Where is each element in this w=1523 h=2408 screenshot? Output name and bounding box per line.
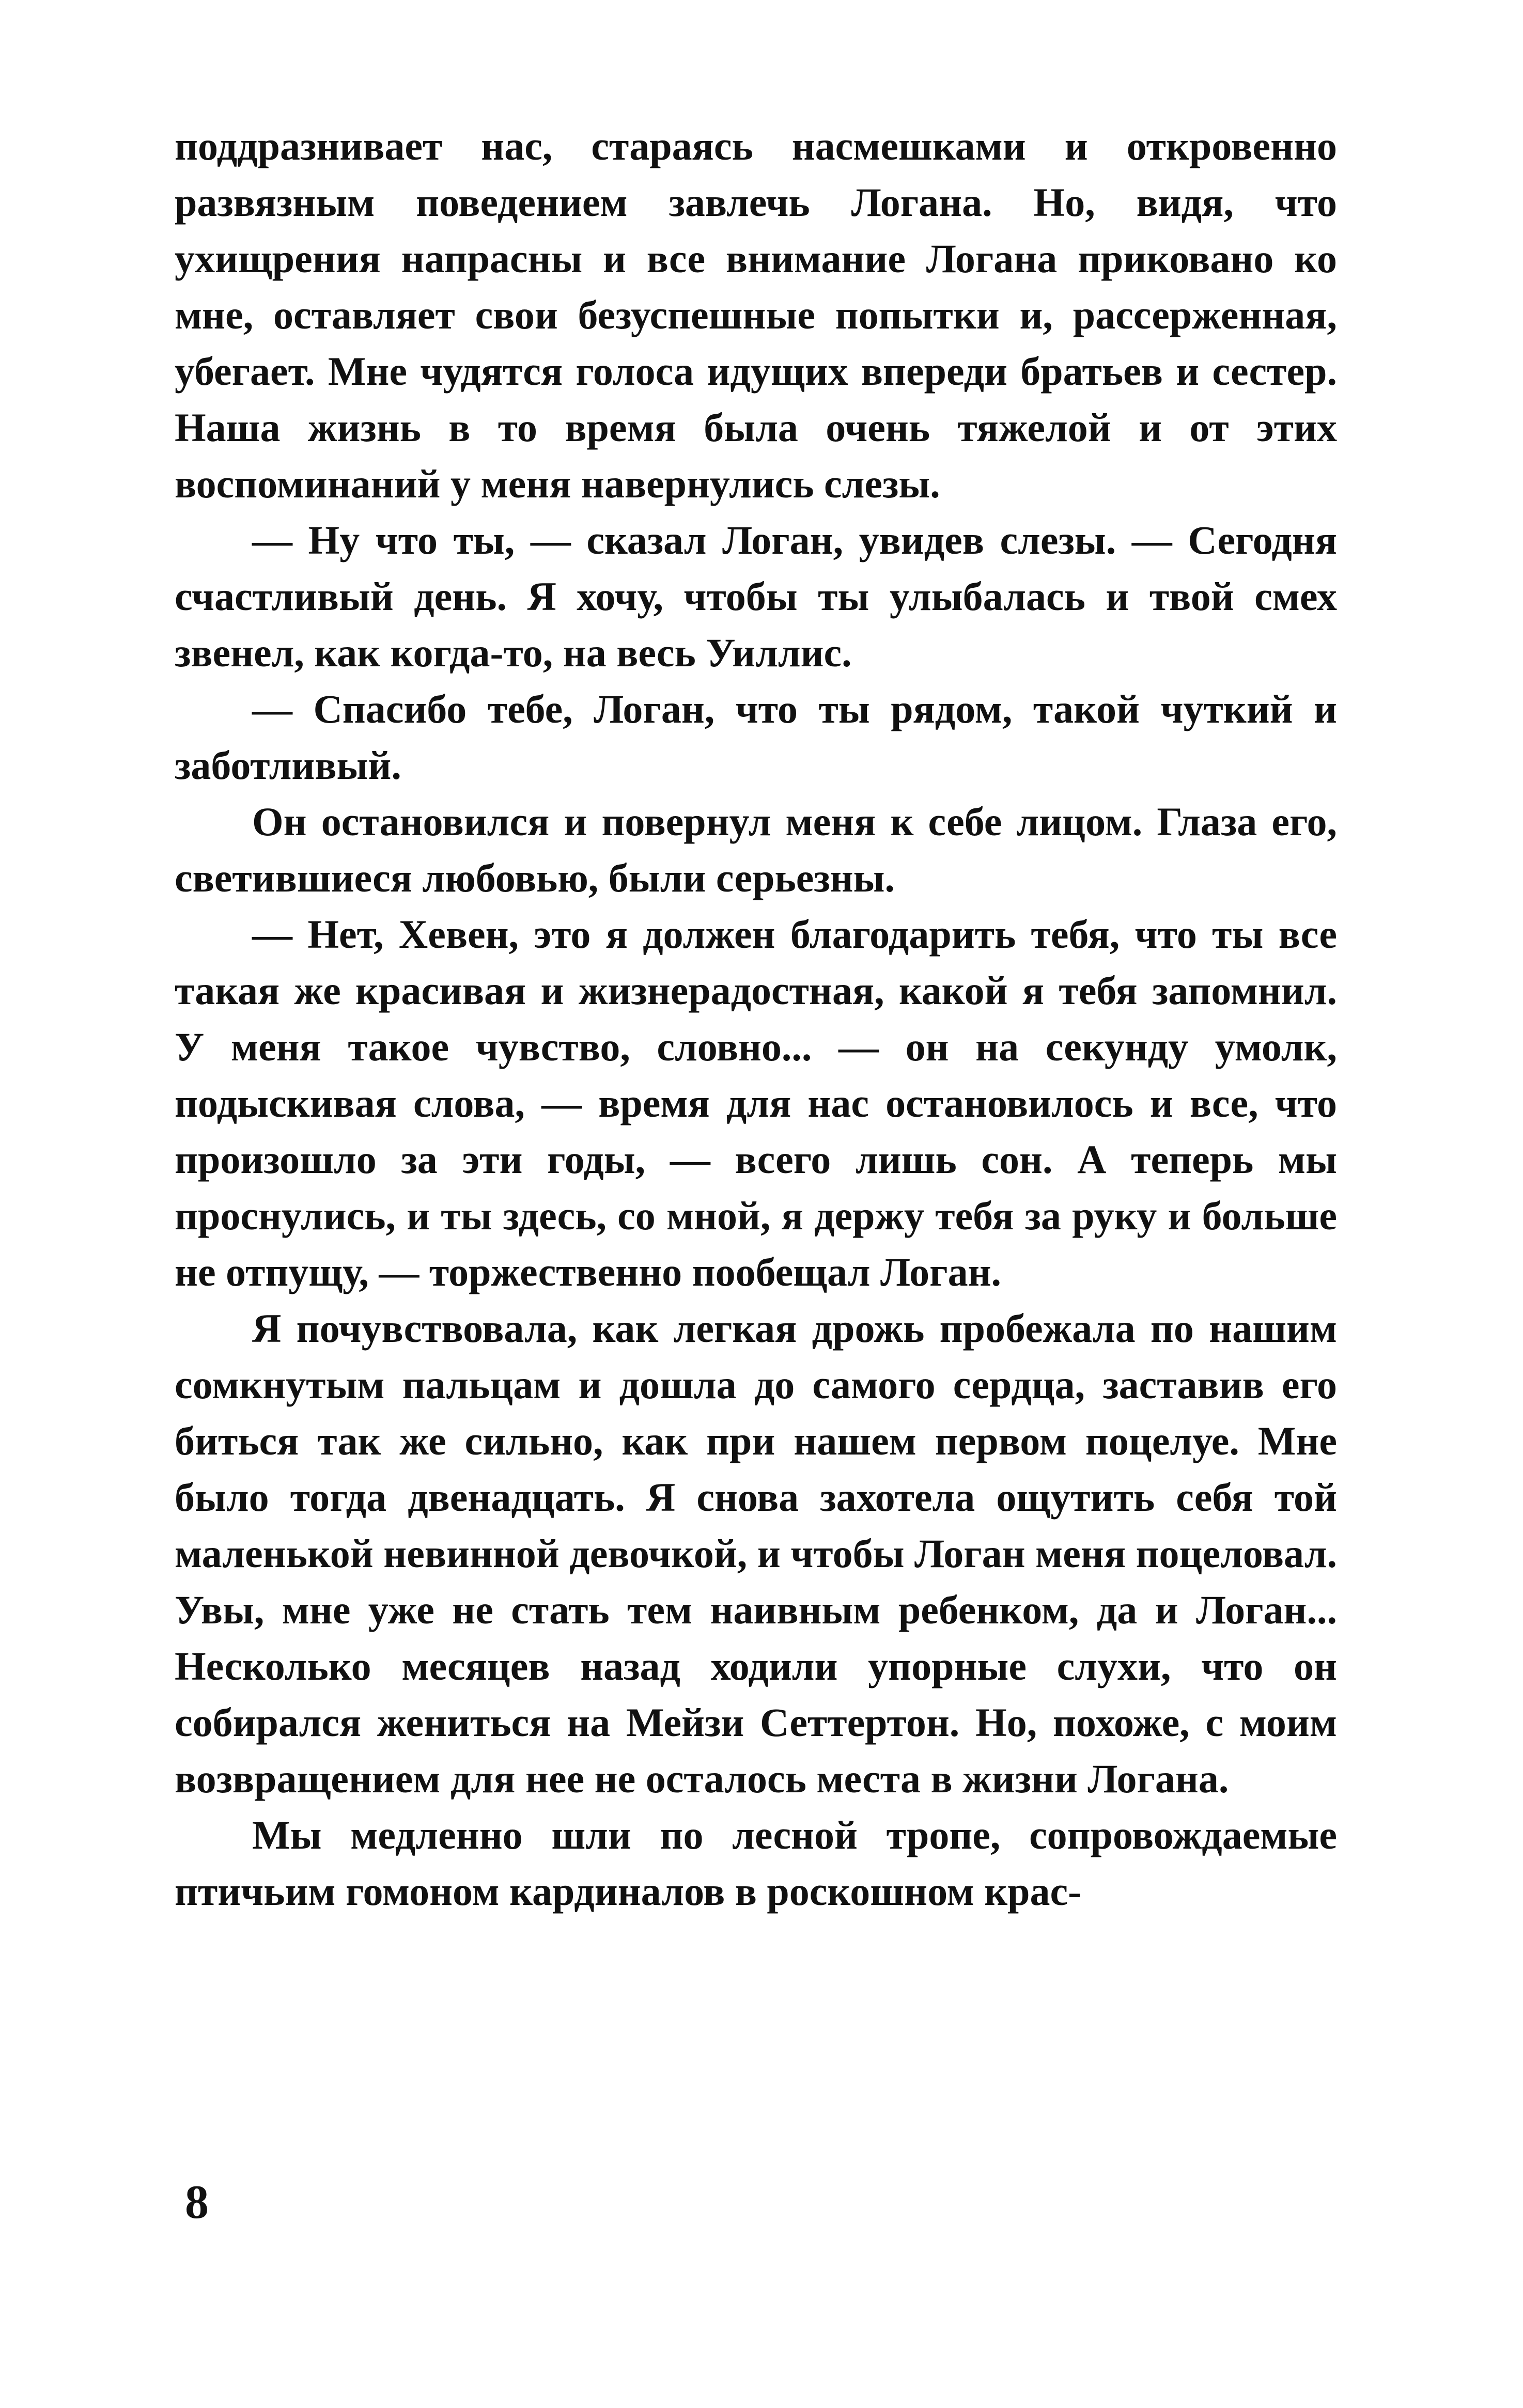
paragraph-continued: поддразнивает нас, стараясь насмешками и откровенно развязным поведением завлечь Логана. Но, видя, что ухищрения напрасны и все внимание Логана приковано ко мне, оставляет свои безуспешные попытки и, рассерженная, убегает. Мне чудятся голоса идущих впереди братьев и сестер. Наша жизнь в то время была очень тяжелой и от этих воспоминаний у меня навернулись слезы.	[175, 123, 1337, 506]
paragraph-dialogue-heaven: — Нет, Хевен, это я должен благодарить тебя, что ты все такая же красивая и жизнерадостная, какой я тебя запомнил. У меня такое чувство, словно... — он на секунду умолк, подыскивая слова, — время для нас остановилось и все, что произошло за эти годы, — всего лишь сон. А теперь мы проснулись, и ты здесь, со мной, я держу тебя за руку и больше не отпущу, — торжественно пообещал Логан.	[175, 912, 1337, 1294]
paragraph-narration: Он остановился и повернул меня к себе лицом. Глаза его, светившиеся любовью, были серьезны.	[175, 799, 1337, 900]
paragraph-forest-path: Мы медленно шли по лесной тропе, сопровождаемые птичьим гомоном кардиналов в роскошном крас-	[175, 1812, 1337, 1914]
paragraph-memory: Я почувствовала, как легкая дрожь пробежала по нашим сомкнутым пальцам и дошла до самого сердца, заставив его биться так же сильно, как при нашем первом поцелуе. Мне было тогда двенадцать. Я снова захотела ощутить себя той маленькой невинной девочкой, и чтобы Логан меня поцеловал. Увы, мне уже не стать тем наивным ребенком, да и Логан... Несколько месяцев назад ходили упорные слухи, что он собирался жениться на Мейзи Сеттертон. Но, похоже, с моим возвращением для нее не осталось места в жизни Логана.	[175, 1306, 1337, 1801]
paragraph-dialogue-thanks: — Спасибо тебе, Логан, что ты рядом, такой чуткий и заботливый.	[175, 686, 1337, 788]
paragraph-dialogue-logan: — Ну что ты, — сказал Логан, увидев слезы. — Сегодня счастливый день. Я хочу, чтобы ты улыбалась и твой смех звенел, как когда-то, на весь Уиллис.	[175, 518, 1337, 675]
page-number: 8	[185, 2176, 209, 2228]
page-text	[175, 118, 1337, 1919]
